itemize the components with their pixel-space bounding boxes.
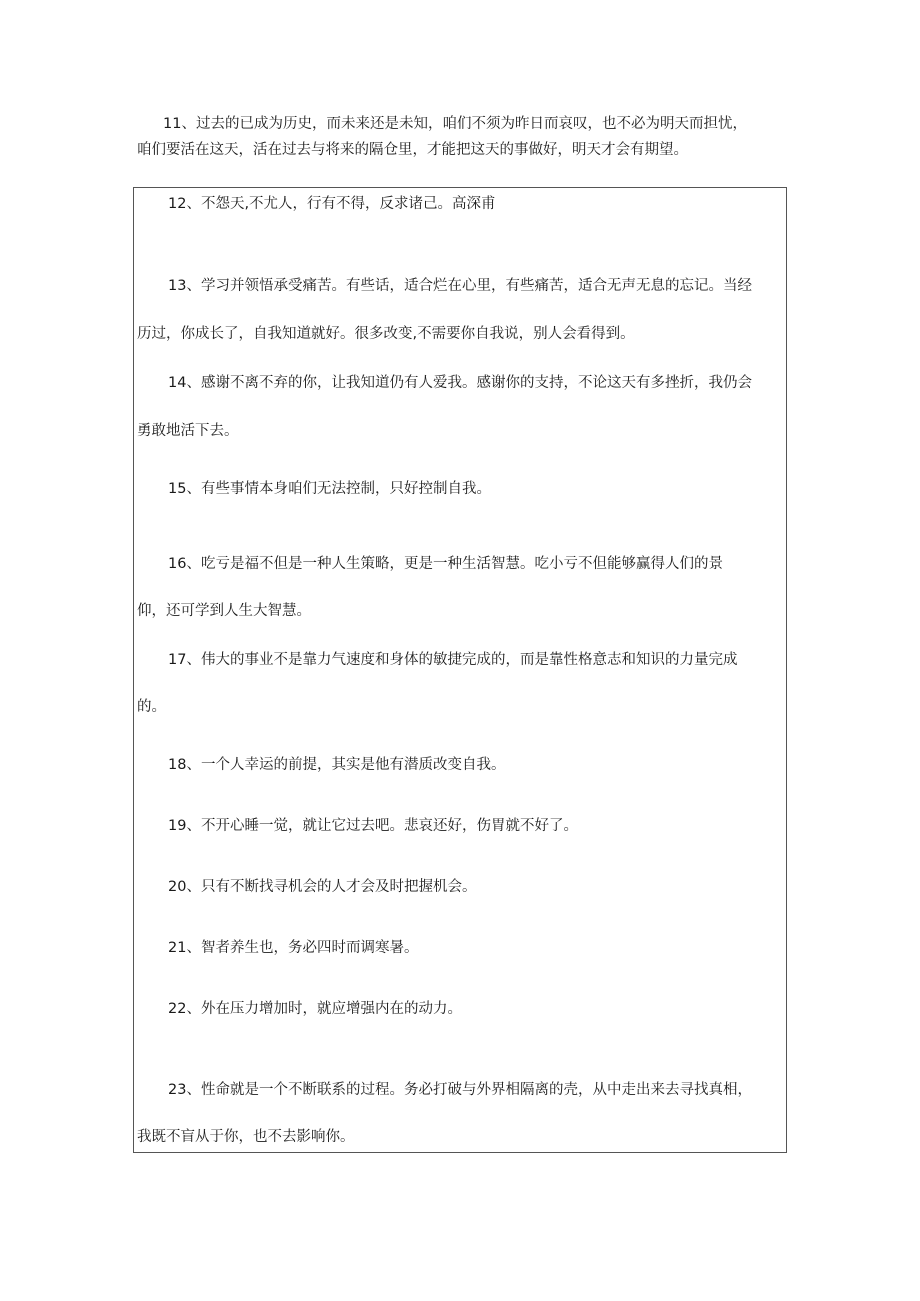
quote-21: 21、智者养生也，务必四时而调寒暑。 [168,940,419,956]
quote-14-line-2: 勇敢地活下去。 [137,423,239,439]
quote-17-line-1: 17、伟大的事业不是靠力气速度和身体的敏捷完成的，而是靠性格意志和知识的力量完成 [168,652,738,668]
quote-20: 20、只有不断找寻机会的人才会及时把握机会。 [168,879,477,895]
quote-15: 15、有些事情本身咱们无法控制，只好控制自我。 [168,481,491,497]
quote-13-line-1: 13、学习并领悟承受痛苦。有些话，适合烂在心里，有些痛苦，适合无声无息的忘记。当经 [168,278,752,294]
quote-18: 18、一个人幸运的前提，其实是他有潜质改变自我。 [168,757,506,773]
quote-17-line-2: 的。 [137,699,166,715]
quote-23-line-2: 我既不盲从于你，也不去影响你。 [137,1129,355,1145]
quote-23-line-1: 23、性命就是一个不断联系的过程。务必打破与外界相隔离的壳，从中走出来去寻找真相， [168,1082,752,1098]
quote-16-line-2: 仰，还可学到人生大智慧。 [137,603,311,619]
quote-16-line-1: 16、吃亏是福不但是一种人生策略，更是一种生活智慧。吃小亏不但能够赢得人们的景 [168,556,723,572]
quote-22: 22、外在压力增加时，就应增强内在的动力。 [168,1001,462,1017]
intro-line-1: 11、过去的已成为历史，而未来还是未知，咱们不须为昨日而哀叹，也不必为明天而担忧， [163,116,747,132]
quote-14-line-1: 14、感谢不离不弃的你，让我知道仍有人爱我。感谢你的支持，不论这天有多挫折，我仍会 [168,375,752,391]
quote-19: 19、不开心睡一觉，就让它过去吧。悲哀还好，伤胃就不好了。 [168,818,578,834]
intro-line-2: 咱们要活在这天，活在过去与将来的隔仓里，才能把这天的事做好，明天才会有期望。 [137,142,688,158]
quote-13-line-2: 历过，你成长了，自我知道就好。很多改变,不需要你自我说，别人会看得到。 [137,326,635,342]
quote-12: 12、不怨天,不尤人，行有不得，反求诸己。高深甫 [168,196,496,212]
